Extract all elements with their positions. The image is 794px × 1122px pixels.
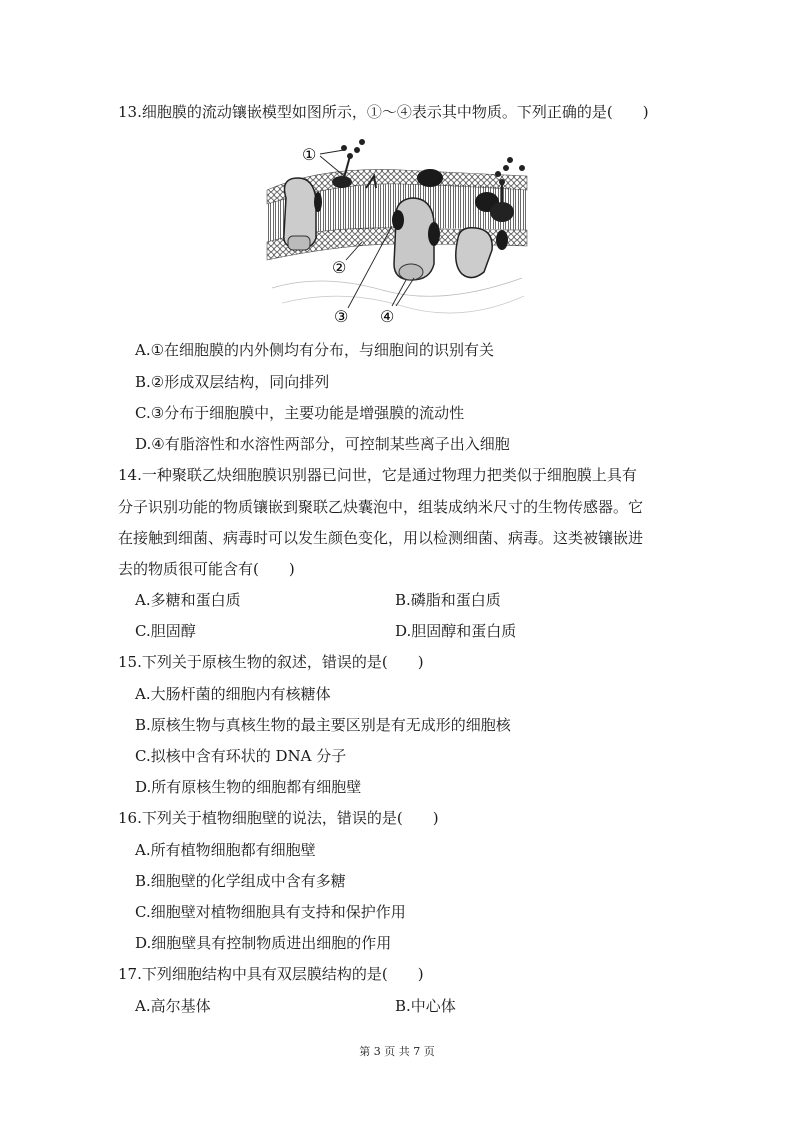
q14-option-c: C.胆固醇 [135, 622, 196, 640]
q16-option-b: B.细胞壁的化学组成中含有多糖 [135, 872, 346, 890]
q16-option-c: C.细胞壁对植物细胞具有支持和保护作用 [135, 903, 406, 921]
label-1: ① [302, 145, 317, 164]
q14-stem-line1: 14.一种聚联乙炔细胞膜识别器已问世，它是通过物理力把类似于细胞膜上具有 [118, 466, 637, 484]
q16-option-a: A.所有植物细胞都有细胞壁 [135, 841, 316, 859]
page-footer: 第 3 页 共 7 页 [359, 1045, 435, 1058]
cell-membrane-figure [262, 138, 532, 330]
q17-stem: 17.下列细胞结构中具有双层膜结构的是( ) [118, 965, 424, 983]
q14-stem-line3: 在接触到细菌、病毒时可以发生颜色变化，用以检测细菌、病毒。这类被镶嵌进 [118, 529, 644, 547]
q15-option-c: C.拟核中含有环状的 DNA 分子 [135, 747, 347, 765]
q15-option-d: D.所有原核生物的细胞都有细胞壁 [135, 778, 362, 796]
q14-option-b: B.磷脂和蛋白质 [395, 591, 501, 609]
q16-stem: 16.下列关于植物细胞壁的说法，错误的是( ) [118, 809, 439, 827]
q13-option-b: B.②形成双层结构，同向排列 [135, 373, 330, 391]
q15-stem: 15.下列关于原核生物的叙述，错误的是( ) [118, 653, 424, 671]
protein-right [456, 228, 492, 278]
q15-option-b: B.原核生物与真核生物的最主要区别是有无成形的细胞核 [135, 716, 511, 734]
q14-option-a: A.多糖和蛋白质 [135, 591, 241, 609]
q14-stem-line4: 去的物质很可能含有( ) [118, 560, 295, 578]
q14-option-d: D.胆固醇和蛋白质 [395, 622, 517, 640]
q17-option-a: A.高尔基体 [135, 997, 211, 1015]
q14-stem-line2: 分子识别功能的物质镶嵌到聚联乙炔囊泡中，组装成纳米尺寸的生物传感器。它 [118, 498, 644, 516]
label-4: ④ [380, 307, 395, 326]
q16-option-d: D.细胞壁具有控制物质进出细胞的作用 [135, 934, 392, 952]
q15-option-a: A.大肠杆菌的细胞内有核糖体 [135, 685, 331, 703]
label-3: ③ [334, 307, 349, 326]
q13-stem: 13.细胞膜的流动镶嵌模型如图所示，①～④表示其中物质。下列正确的是( ) [118, 103, 649, 121]
q13-option-d: D.④有脂溶性和水溶性两部分，可控制某些离子出入细胞 [135, 435, 510, 453]
q17-option-b: B.中心体 [395, 997, 456, 1015]
q13-option-c: C.③分布于细胞膜中，主要功能是增强膜的流动性 [135, 404, 465, 422]
q13-option-a: A.①在细胞膜的内外侧均有分布，与细胞间的识别有关 [135, 341, 495, 359]
label-2: ② [332, 258, 347, 277]
